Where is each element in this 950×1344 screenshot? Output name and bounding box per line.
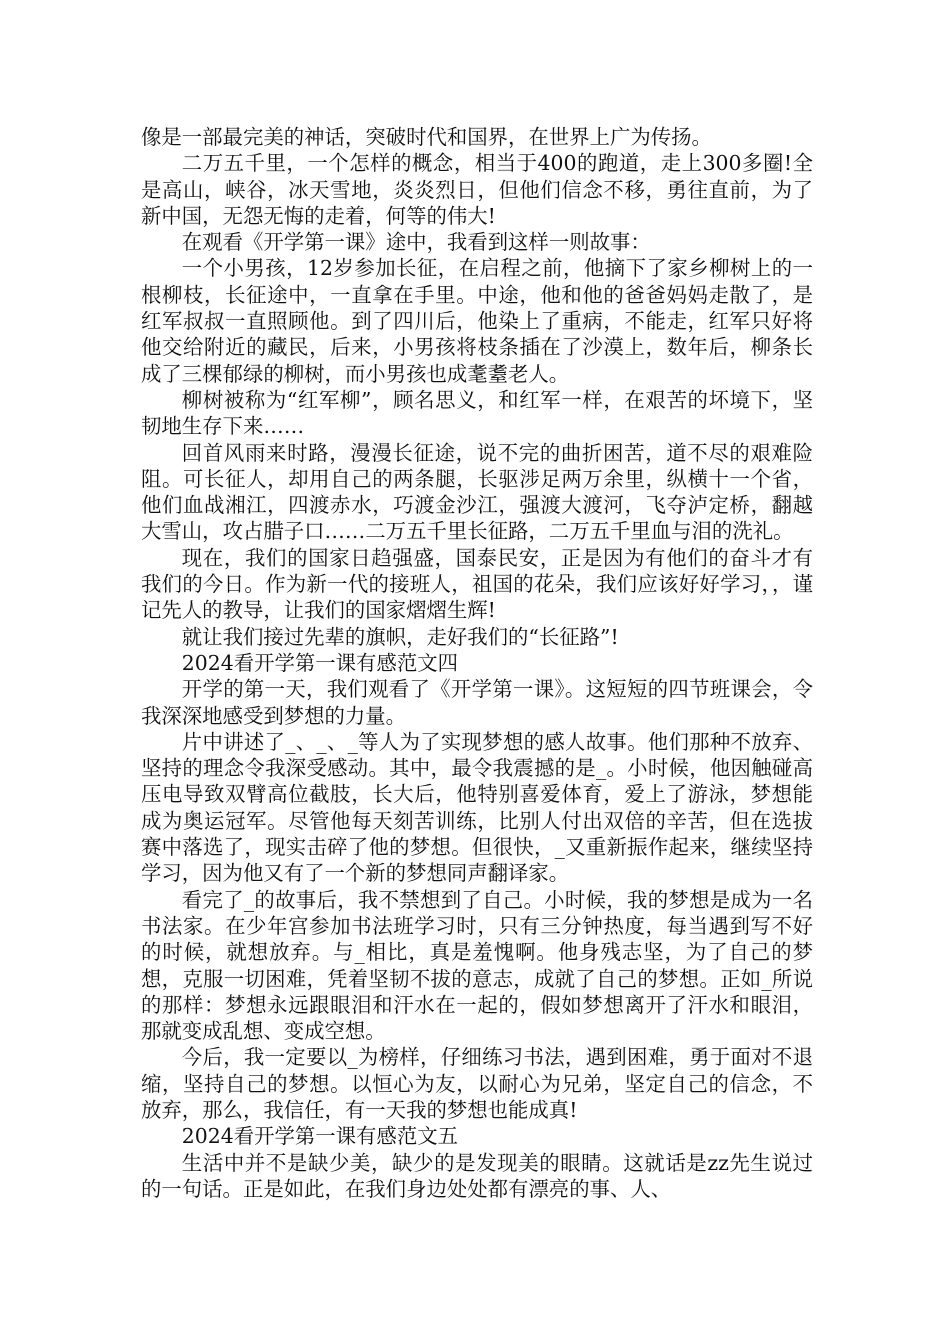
section-heading: 2024看开学第一课有感范文五	[181, 1124, 458, 1149]
paragraph: 看完了_的故事后，我不禁想到了自己。小时候，我的梦想是成为一名书法家。在少年宫参加书法班学习时，只有三分钟热度，每当遇到写不好的时候，就想放弃。与_相比，真是羞愧啊。他身残志坚，为了自己的梦想，克服一切困难，凭着坚韧不拔的意志，成就了自己的梦想。正如_所说的那样：梦想永远跟眼泪和汗水在一起的，假如梦想离开了汗水和眼泪，那就变成乱想、变成空想。	[141, 887, 813, 1044]
paragraph: 二万五千里，一个怎样的概念，相当于400的跑道，走上300多圈!全是高山，峡谷，冰天雪地，炎炎烈日，但他们信念不移，勇往直前，为了新中国，无怨无悔的走着，何等的伟大!	[141, 151, 813, 228]
paragraph: 生活中并不是缺少美，缺少的是发现美的眼睛。这就话是zz先生说过的一句话。正是如此，在我们身边处处都有漂亮的事、人、	[141, 1150, 813, 1201]
paragraph: 柳树被称为“红军柳”，顾名思义，和红军一样，在艰苦的坏境下，坚韧地生存下来……	[141, 387, 813, 439]
paragraph: 现在，我们的国家日趋强盛，国泰民安，正是因为有他们的奋斗才有我们的今日。作为新一代的接班人，祖国的花朵，我们应该好好学习，，谨记先人的教导，让我们的国家熠熠生辉!	[141, 545, 813, 623]
paragraph: 今后，我一定要以_为榜样，仔细练习书法，遇到困难，勇于面对不退缩，坚持自己的梦想。以恒心为友，以耐心为兄弟，坚定自己的信念，不放弃，那么，我信任，有一天我的梦想也能成真!	[141, 1045, 813, 1122]
section-heading: 2024看开学第一课有感范文四	[181, 650, 458, 675]
paragraph: 就让我们接过先辈的旗帜，走好我们的“长征路”!	[181, 624, 619, 649]
document-page	[141, 124, 813, 1202]
paragraph: 回首风雨来时路，漫漫长征途，说不完的曲折困苦，道不尽的艰难险阻。可长征人，却用自己的两条腿，长驱涉足两万余里，纵横十一个省，他们血战湘江，四渡赤水，巧渡金沙江，强渡大渡河，飞夺泸定桥，翻越大雪山，攻占腊子口……二万五千里长征路，二万五千里血与泪的洗礼。	[141, 440, 813, 544]
paragraph: 一个小男孩，12岁参加长征，在启程之前，他摘下了家乡柳树上的一根柳枝，长征途中，一直拿在手里。中途，他和他的爸爸妈妈走散了，是红军叔叔一直照顾他。到了四川后，他染上了重病，不能走，红军只好将他交给附近的藏民，后来，小男孩将枝条插在了沙漠上，数年后，柳条长成了三棵郁绿的柳树，而小男孩也成耄耋老人。	[141, 256, 813, 386]
paragraph: 开学的第一天，我们观看了《开学第一课》。这短短的四节班课会，令我深深地感受到梦想的力量。	[141, 677, 813, 728]
paragraph-continuation: 像是一部最完美的神话，突破时代和国界，在世界上广为传扬。	[141, 125, 712, 149]
paragraph: 片中讲述了_、_、_等人为了实现梦想的感人故事。他们那种不放弃、坚持的理念令我深受感动。其中，最令我震撼的是_。小时候，他因触碰高压电导致双臂高位截肢，长大后，他特别喜爱体育，爱上了游泳，梦想能成为奥运冠军。尽管他每天刻苦训练，比别人付出双倍的辛苦，但在选拔赛中落选了，现实击碎了他的梦想。但很快，_又重新振作起来，继续坚持学习，因为他又有了一个新的梦想同声翻译家。	[141, 729, 813, 886]
paragraph: 在观看《开学第一课》途中，我看到这样一则故事：	[181, 230, 651, 255]
